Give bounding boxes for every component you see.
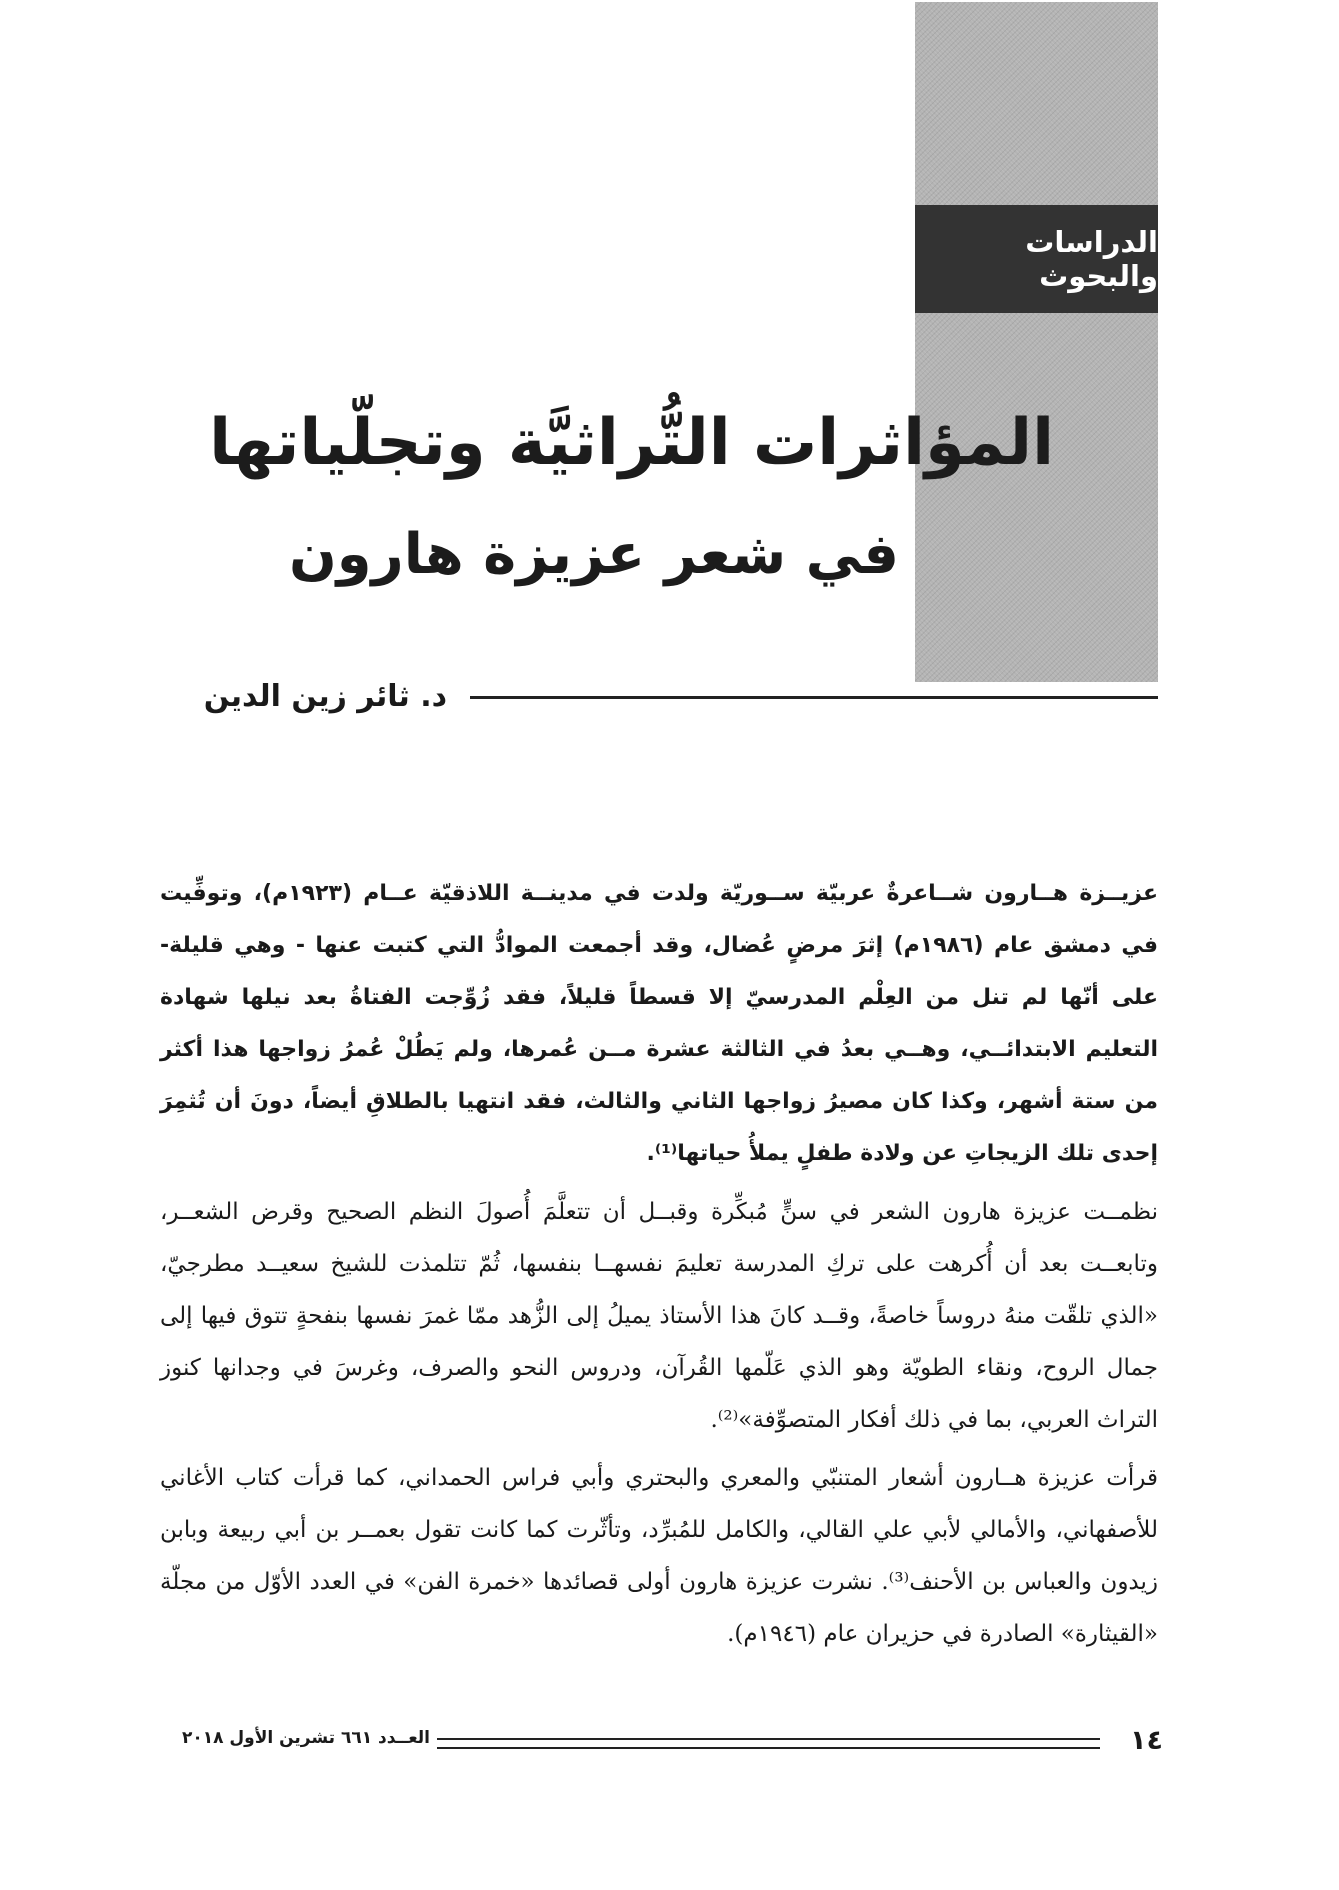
section-label-text: الدراسات والبحوث <box>1025 225 1158 293</box>
body-paragraph-3: قرأت عزيزة هــارون أشعار المتنبّي والمعري والبحتري وأبي فراس الحمداني، كما قرأت كتاب الأغاني للأصفهاني، والأمالي لأبي علي القالي، والكامل للمُبرِّد، وتأثّرت كما كانت تقول بعمــر بن أبي ربيعة وبابن زيدون والعباس بن الأحنف⁽³⁾. نشرت عزيزة هارون أولى قصائدها «خمرة الفن» في العدد الأوّل من مجلّة «القيثارة» الصادرة في حزيران عام (١٩٤٦م). <box>160 1465 1159 1647</box>
footer-divider <box>437 1738 1100 1749</box>
page-number: ١٤ <box>1130 1725 1163 1756</box>
issue-info: العــدد ٦٦١ تشرين الأول ٢٠١٨ <box>181 1728 430 1748</box>
article-subtitle: في شعر عزيزة هارون <box>288 522 899 587</box>
author-divider <box>470 696 1158 699</box>
decorative-grey-band <box>915 2 1158 682</box>
body-paragraph-2: نظمــت عزيزة هارون الشعر في سنٍّ مُبكِّرة وقبــل أن تتعلَّمَ أُصولَ النظم الصحيح وقرض الشعــر، وتابعــت بعد أن أُكرهت على تركِ المدرسة تعليمَ نفسهــا بنفسها، ثُمّ تتلمذت للشيخ سعيــد مطرجيّ، «الذي تلقّت منهُ دروساً خاصةً، وقــد كانَ هذا الأستاذ يميلُ إلى الزُّهد ممّا غمرَ نفسها بنفحةٍ تتوق فيها إلى جمال الروح، ونقاء الطويّة وهو الذي عَلّمها القُرآن، ودروس النحو والصرف، وغرسَ في وجدانها كنوز التراث العربي، بما في ذلك أفكار المتصوِّفة»⁽²⁾. <box>160 1199 1158 1433</box>
body-paragraph-1: عزيــزة هــارون شــاعرةٌ عربيّة ســوريّة ولدت في مدينــة اللاذقيّة عــام (١٩٢٣م)، وتوفِّيت في دمشق عام (١٩٨٦م) إثرَ مرضٍ عُضال، وقد أجمعت الموادُّ التي كتبت عنها - وهي قليلة- على أنّها لم تنل من العِلْم المدرسيّ إلا قسطاً قليلاً، فقد زُوِّجت الفتاةُ بعد نيلها شهادة التعليم الابتدائــي، وهــي بعدُ في الثالثة عشرة مــن عُمرها، ولم يَطُلْ عُمرُ زواجها هذا أكثر من ستة أشهر، وكذا كان مصيرُ زواجها الثاني والثالث، فقد انتهيا بالطلاقِ أيضاً، دونَ أن تُثمِرَ إحدى تلك الزيجاتِ عن ولادة طفلٍ يملأُ حياتها⁽¹⁾. <box>160 881 1159 1166</box>
section-label <box>915 205 1158 313</box>
author-name: د. ثائر زين الدين <box>203 679 447 714</box>
article-title: المؤاثرات التُّراثيَّة وتجلّياتها <box>209 406 1054 480</box>
article-body <box>160 868 1158 1666</box>
